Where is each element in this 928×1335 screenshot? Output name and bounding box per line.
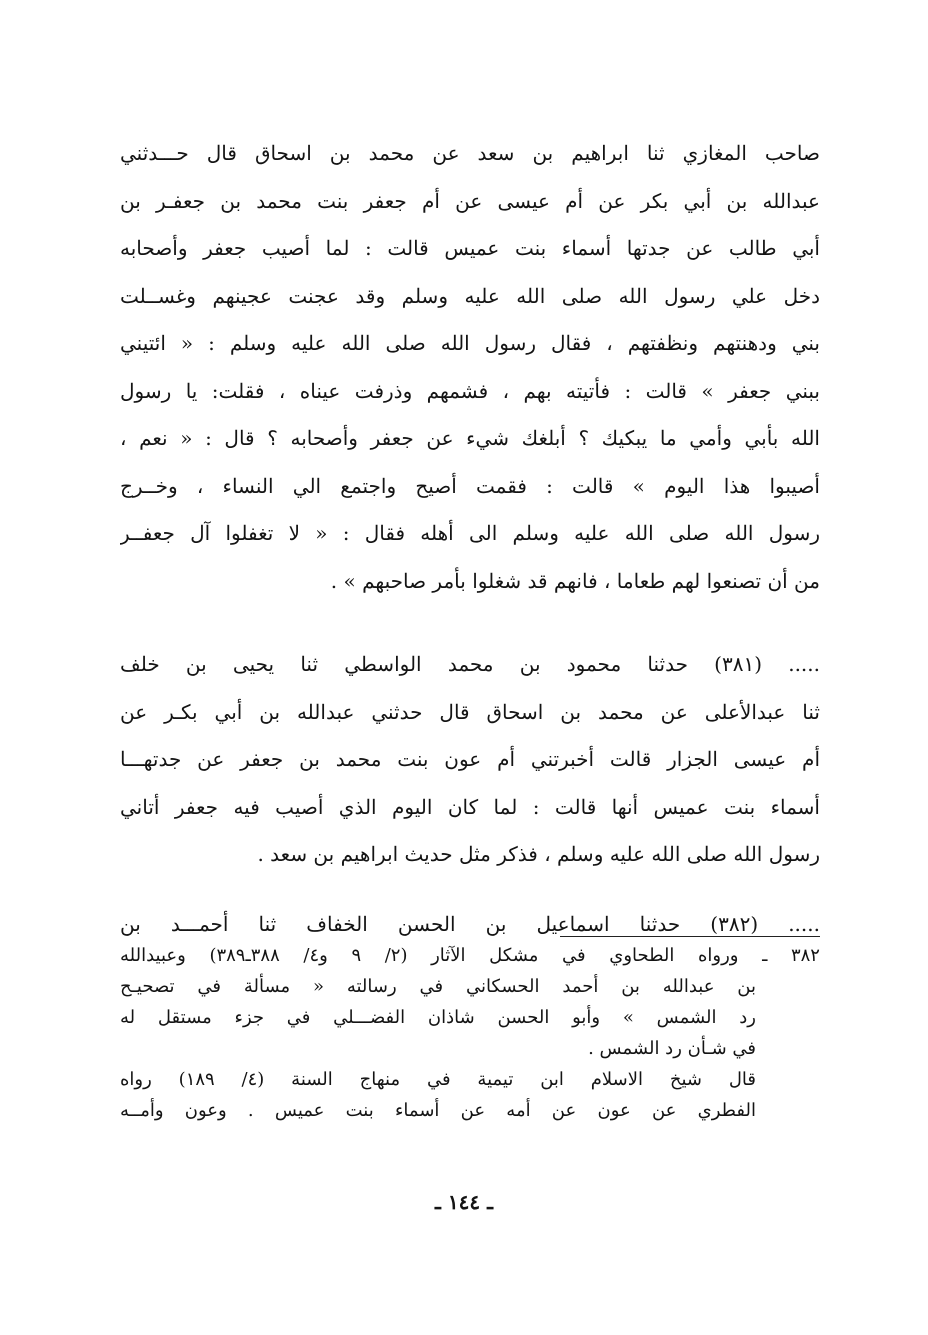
text-line: أبي طالب عن جدتها أسماء بنت عميس قالت : لما أصيب جعفر وأصحابه — [120, 236, 820, 260]
footnote-line: رد الشمس » وأبو الحسن شاذان الفضـــلي في جزء مستقل له — [120, 1007, 756, 1028]
text-line: بني ودهنتهم ونظفتهم ، فقال رسول الله صلى الله عليه وسلم : « ائتيني — [120, 331, 820, 355]
text-line: صاحب المغازي ثنا ابراهيم بن سعد عن محمد بن اسحاق قال حـــدثني — [120, 141, 820, 165]
paragraph-gap — [120, 879, 820, 901]
text-line: ..... (٣٨٢) حدثنا اسماعيل بن الحسن الخفاف ثنا أحمـــد بن — [120, 911, 820, 936]
footnote-divider — [560, 936, 820, 937]
text-line: ثنا عبدالأعلى عن محمد بن اسحاق قال حدثني عبدالله بن أبي بكـر عن — [120, 699, 820, 724]
footnote-line: قال شيخ الاسلام ابن تيمية في منهاج السنة (٤/ ١٨٩) رواه — [120, 1069, 756, 1090]
text-line: أسماء بنت عميس أنها قالت : لما كان اليوم الذي أصيب فيه جعفر أتاني — [120, 794, 820, 819]
text-line: رسول الله صلى الله عليه وسلم ، فذكر مثل حديث ابراهيم بن سعد . — [257, 842, 820, 866]
text-line: ..... (٣٨١) حدثنا محمود بن محمد الواسطي ثنا يحيى بن خلف — [120, 652, 820, 676]
footnotes — [120, 940, 820, 1126]
text-line: أم عيسى الجزار قالت أخبرتني أم عون بنت محمد بن جعفر عن جدتهـــا — [120, 747, 820, 771]
text-line: دخل علي رسول الله صلى الله عليه وسلم وقد عجنت عجينهم وغســلت — [120, 283, 820, 308]
text-line: الله بأبي وأمي ما يبكيك ؟ أبلغك شيء عن جعفر وأصحابه ؟ قال : « نعم ، — [120, 426, 820, 450]
footnote-line: ٣٨٢ ـ ورواه الطحاوي في مشكل الآثار (٢/ ٩ و٤/ ٣٨٨ـ٣٨٩) وعبيدالله — [120, 945, 820, 966]
page-number: ـ ١٤٤ ـ — [435, 1190, 493, 1214]
text-line: من أن تصنعوا لهم طعاما ، فانهم قد شغلوا بأمر صاحبهم » . — [330, 568, 820, 593]
footnote-line: بن عبدالله بن أحمد الحسكاني في رسالته « مسألة في تصحيـح — [120, 976, 756, 997]
paragraph-gap — [120, 605, 820, 641]
paragraph-2 — [120, 641, 820, 879]
text-line: عبدالله بن أبي بكر عن أم عيسى عن أم جعفر بنت محمد بن جعفـر بن — [120, 188, 820, 213]
text-line: ببني جعفر » قالت : فأتيته بهم ، فشمهم وذرفت عيناه ، فقلت: يا رسول — [120, 378, 820, 403]
paragraph-1 — [120, 130, 820, 605]
main-text — [120, 130, 820, 948]
text-line: رسول الله صلى الله عليه وسلم الى أهله فقال : « لا تغفلوا آل جعفــر — [120, 521, 820, 545]
text-line: أصيبوا هذا اليوم » قالت : فقمت أصيح واجتمع الي النساء ، وخــرج — [120, 473, 820, 498]
footnote-line: الفطري عن عون عن أمه عن أسماء بنت عميس . وعون وأمــه — [120, 1100, 756, 1121]
footnote-line: في شـأن رد الشمس . — [588, 1038, 756, 1059]
